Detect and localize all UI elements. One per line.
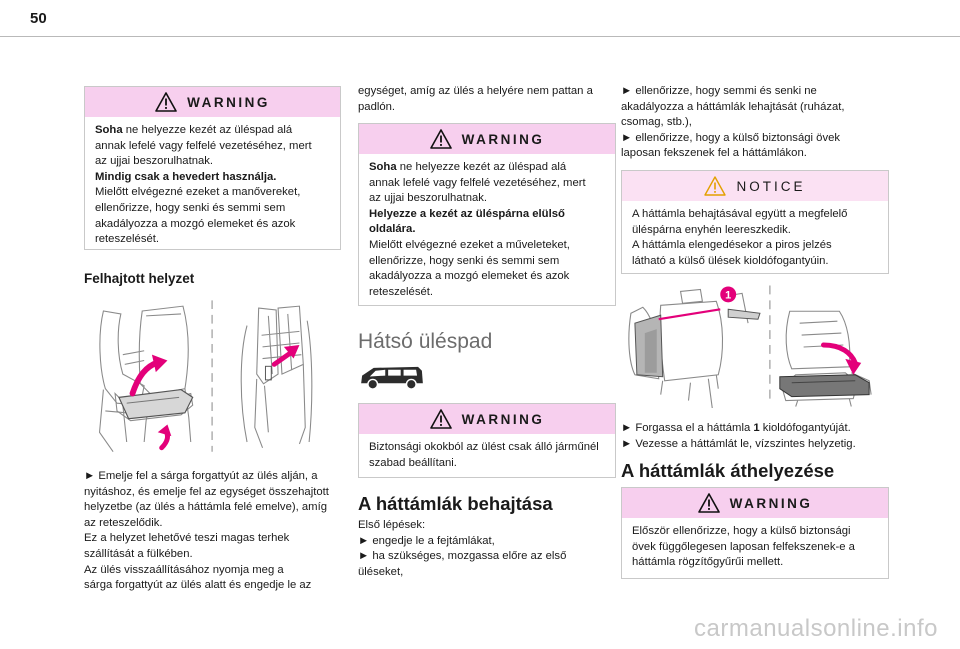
col3-steps bbox=[621, 421, 891, 452]
warning-line: szabad beállítani. bbox=[369, 456, 457, 469]
warning-line: övek függőlegesen laposan felfekszenek-e a bbox=[632, 540, 855, 553]
warning-header bbox=[359, 124, 615, 154]
warning-line: Mielőtt elvégezné ezeket a műveleteket, bbox=[369, 238, 570, 251]
body-line: ► ellenőrizze, hogy semmi és senki ne bbox=[621, 85, 817, 97]
warning-title: WARNING bbox=[461, 131, 545, 147]
callout-number: 1 bbox=[725, 289, 732, 302]
warning-line: az ujjai beszorulhatnak. bbox=[369, 192, 488, 205]
body-line: csomag, stb.), bbox=[621, 116, 692, 129]
section-title-rear-bench: Hátsó üléspad bbox=[358, 330, 493, 353]
notice-triangle-icon bbox=[704, 176, 726, 196]
warning-line: ne helyezze kezét az üléspad alá bbox=[396, 161, 567, 173]
body-line: nyitáshoz, és emelje fel az egységet összehajtott bbox=[84, 485, 329, 498]
warning-line: annak lefelé vagy felfelé vezetéséhez, mert bbox=[369, 176, 586, 189]
warning-title: WARNING bbox=[461, 411, 545, 427]
warning-box-col3 bbox=[621, 487, 889, 579]
heading-move-backrests: A háttámlák áthelyezése bbox=[621, 460, 835, 481]
van-silhouette-icon bbox=[358, 364, 426, 391]
warning-box-col2-bottom bbox=[358, 403, 616, 478]
seat-fold-illustration bbox=[84, 295, 346, 458]
body-line: ► ellenőrizze, hogy a külső biztonsági övek bbox=[621, 131, 841, 144]
heading-fold-backrests: A háttámlák behajtása bbox=[358, 493, 553, 514]
warning-header bbox=[359, 404, 615, 434]
body-line: az reteszelődik. bbox=[84, 516, 163, 529]
warning-body bbox=[622, 518, 888, 579]
col2-continuation bbox=[358, 84, 620, 115]
body-line: ► Emelje fel a sárga forgattyút az ülés alján, a bbox=[84, 470, 318, 482]
warning-line: reteszelését. bbox=[95, 233, 160, 246]
notice-body bbox=[622, 201, 888, 277]
body-line: szállítását a fülkében. bbox=[84, 547, 193, 560]
heading-folded-position: Felhajtott helyzet bbox=[84, 271, 195, 286]
warning-body bbox=[359, 434, 615, 479]
backrest-fold-illustration bbox=[621, 283, 889, 408]
page-number: 50 bbox=[30, 10, 47, 27]
notice-box bbox=[621, 170, 889, 274]
callout-ref: 1 bbox=[753, 422, 760, 434]
col3-continuation bbox=[621, 84, 891, 162]
warning-body bbox=[85, 117, 340, 256]
body-line: ► engedje le a fejtámlákat, bbox=[358, 534, 495, 547]
warning-line: annak lefelé vagy felfelé vezetéséhez, mert bbox=[95, 139, 312, 152]
warning-triangle-icon bbox=[430, 129, 452, 149]
body-line: ► Vezesse a háttámlát le, vízszintes helyzetig. bbox=[621, 437, 856, 450]
top-rule bbox=[0, 36, 960, 37]
notice-header bbox=[622, 171, 888, 201]
warning-triangle-icon bbox=[155, 92, 177, 112]
warning-triangle-icon bbox=[698, 493, 720, 513]
body-line: padlón. bbox=[358, 100, 396, 113]
body-line: üléseket, bbox=[358, 565, 404, 578]
warning-line: háttámla rögzítőgyűrűi mellett. bbox=[632, 556, 784, 569]
notice-title: NOTICE bbox=[736, 178, 806, 194]
warning-line: ellenőrizze, hogy senki és semmi sem bbox=[95, 201, 286, 214]
warning-line: Helyezze a kezét az üléspárna elülső bbox=[369, 207, 565, 220]
warning-triangle-icon bbox=[430, 409, 452, 429]
col2-steps bbox=[358, 518, 620, 580]
body-line: sárga forgattyút az ülés alatt és engedje le az bbox=[84, 579, 312, 592]
warning-emphasis: Soha bbox=[369, 161, 397, 173]
warning-header bbox=[622, 488, 888, 518]
body-line: Az ülés visszaállításához nyomja meg a bbox=[84, 563, 284, 576]
warning-box-col1 bbox=[84, 86, 341, 250]
warning-line: Mielőtt elvégezné ezeket a manővereket, bbox=[95, 186, 301, 199]
notice-line: látható a külső ülések kioldófogantyúin. bbox=[632, 254, 829, 267]
body-line: kioldófogantyúját. bbox=[759, 422, 851, 434]
body-line: Első lépések: bbox=[358, 519, 426, 531]
warning-line: az ujjai beszorulhatnak. bbox=[95, 155, 214, 168]
warning-line: Először ellenőrizze, hogy a külső biztonsági bbox=[632, 525, 851, 537]
body-line: egységet, amíg az ülés a helyére nem pattan a bbox=[358, 85, 593, 97]
body-line: laposan fekszenek fel a háttámlákon. bbox=[621, 147, 807, 160]
warning-emphasis: Soha bbox=[95, 124, 123, 136]
body-line: helyzetbe (az ülés a háttámla felé emelve), amíg bbox=[84, 501, 328, 514]
col1-body-text bbox=[84, 469, 346, 594]
warning-box-col2-top bbox=[358, 123, 616, 306]
body-line: akadályozza a háttámlák lehajtását (ruházat, bbox=[621, 100, 845, 113]
warning-line: oldalára. bbox=[369, 223, 416, 236]
body-line: Ez a helyzet lehetővé teszi magas terhek bbox=[84, 532, 290, 545]
warning-line: akadályozza a mozgó elemeket és azok bbox=[369, 270, 570, 283]
warning-line: akadályozza a mozgó elemeket és azok bbox=[95, 217, 296, 230]
warning-title: WARNING bbox=[729, 495, 813, 511]
notice-line: üléspárna enyhén leereszkedik. bbox=[632, 223, 791, 236]
warning-header bbox=[85, 87, 340, 117]
warning-line: Biztonsági okokból az ülést csak álló járműnél bbox=[369, 441, 599, 453]
warning-body bbox=[359, 154, 615, 308]
warning-line: reteszelését. bbox=[369, 285, 434, 298]
warning-line: ne helyezze kezét az üléspad alá bbox=[122, 124, 293, 136]
body-line: ► Forgassa el a háttámla bbox=[621, 422, 754, 434]
notice-line: A háttámla behajtásával együtt a megfelelő bbox=[632, 208, 848, 220]
notice-line: A háttámla elengedésekor a piros jelzés bbox=[632, 239, 832, 252]
warning-line: ellenőrizze, hogy senki és semmi sem bbox=[369, 254, 560, 267]
warning-title: WARNING bbox=[187, 94, 270, 110]
watermark: carmanualsonline.info bbox=[694, 615, 938, 642]
body-line: ► ha szükséges, mozgassa előre az első bbox=[358, 550, 567, 563]
warning-line: Mindig csak a hevedert használja. bbox=[95, 170, 277, 183]
